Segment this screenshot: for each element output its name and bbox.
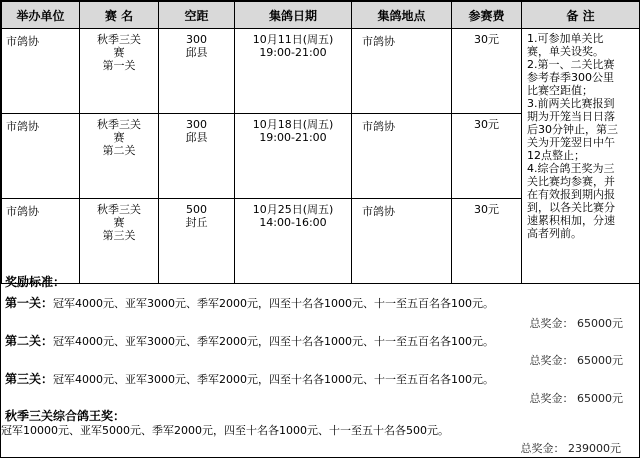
stage-reward-line <box>5 294 494 311</box>
overall-total: 总奖金： 239000元 <box>520 442 621 455</box>
race-name-cell <box>80 114 159 199</box>
distance-value: 300 <box>186 118 207 131</box>
note-line: 2.第一、二关比赛 <box>527 58 615 71</box>
distance-cell <box>159 114 235 199</box>
place-cell: 市鸽协 <box>352 114 452 199</box>
stage-total: 总奖金： 65000元 <box>529 392 623 405</box>
note-line: 12点整止； <box>527 149 585 162</box>
host-cell: 市鸽协 <box>2 114 80 199</box>
race-name-line: 第二关 <box>102 144 136 157</box>
race-name-line: 赛 <box>113 216 125 229</box>
fee-cell: 30元 <box>452 114 522 199</box>
note-line: 比赛空距值； <box>527 84 593 97</box>
note-line: 期为开笼当日日落 <box>527 110 615 123</box>
stage-reward-text: 冠军4000元、亚军3000元、季军2000元，四至十名各1000元、十一至五百名各100元。 <box>53 297 494 310</box>
distance-cell <box>159 29 235 114</box>
distance-location: 邱县 <box>185 46 208 59</box>
table-header-row <box>2 2 640 29</box>
stage-label: 第三关： <box>5 372 54 386</box>
host-cell: 市鸽协 <box>2 199 80 284</box>
note-line: 4.综合鸽王奖为三 <box>527 162 615 175</box>
note-line: 速累积相加，分速 <box>527 214 615 227</box>
header-place: 集鸽地点 <box>352 2 452 29</box>
date-time: 14:00-16:00 <box>259 216 327 229</box>
date-time: 19:00-21:00 <box>259 46 327 59</box>
race-name-line: 秋季三关 <box>97 33 141 46</box>
stage-label: 第二关： <box>5 334 54 348</box>
header-fee: 参赛费 <box>452 2 522 29</box>
stage-label: 第一关： <box>5 296 54 310</box>
date-cell <box>235 199 352 284</box>
note-line: 高者列前。 <box>527 227 582 240</box>
header-host: 举办单位 <box>2 2 80 29</box>
note-line: 参考春季300公里 <box>527 71 614 84</box>
header-distance: 空距 <box>159 2 235 29</box>
date-cell <box>235 29 352 114</box>
date-time: 19:00-21:00 <box>259 131 327 144</box>
note-line: 3.前两关比赛报到 <box>527 97 615 110</box>
overall-title: 秋季三关综合鸽王奖： <box>5 409 126 423</box>
stage-total: 总奖金： 65000元 <box>529 317 623 330</box>
note-line: 关为开笼翌日中午 <box>527 136 615 149</box>
note-line: 赛，单关设奖。 <box>527 45 604 58</box>
notes-cell <box>522 29 640 284</box>
header-notes: 备 注 <box>522 2 640 29</box>
place-cell: 市鸽协 <box>352 199 452 284</box>
stage-reward-text: 冠军4000元、亚军3000元、季军2000元，四至十名各1000元、十一至五百名各100元。 <box>53 335 494 348</box>
note-line: 1.可参加单关比 <box>527 32 604 45</box>
race-schedule-table <box>1 1 640 284</box>
race-name-line: 秋季三关 <box>97 118 141 131</box>
stage-reward-line <box>5 332 494 349</box>
host-cell: 市鸽协 <box>2 29 80 114</box>
distance-location: 邱县 <box>185 131 208 144</box>
stage-reward-line <box>5 370 494 387</box>
stage-reward-text: 冠军4000元、亚军3000元、季军2000元，四至十名各1000元、十一至五百名各100元。 <box>53 373 494 386</box>
race-name-line: 第一关 <box>102 59 136 72</box>
race-name-line: 第三关 <box>102 229 136 242</box>
rewards-title: 奖励标准： <box>5 275 66 289</box>
header-date: 集鸽日期 <box>235 2 352 29</box>
header-race-name: 赛 名 <box>80 2 159 29</box>
race-name-line: 秋季三关 <box>97 203 141 216</box>
date-day: 10月11日(周五) <box>252 33 334 46</box>
race-name-line: 赛 <box>113 46 125 59</box>
fee-cell: 30元 <box>452 29 522 114</box>
stage-total: 总奖金： 65000元 <box>529 354 623 367</box>
date-day: 10月25日(周五) <box>252 203 334 216</box>
note-line: 关比赛均参赛，并 <box>527 175 615 188</box>
race-name-cell <box>80 29 159 114</box>
fee-cell: 30元 <box>452 199 522 284</box>
distance-value: 500 <box>186 203 207 216</box>
distance-cell <box>159 199 235 284</box>
place-cell: 市鸽协 <box>352 29 452 114</box>
date-cell <box>235 114 352 199</box>
table-row <box>2 29 640 114</box>
overall-reward-text: 冠军10000元、亚军5000元、季军2000元，四至十名各1000元、十一至五十名各500元。 <box>1 424 449 437</box>
race-name-cell <box>80 199 159 284</box>
date-day: 10月18日(周五) <box>252 118 334 131</box>
distance-value: 300 <box>186 33 207 46</box>
note-line: 到，以各关比赛分 <box>527 201 615 214</box>
race-name-line: 赛 <box>113 131 125 144</box>
note-line: 在有效报到期内报 <box>527 188 615 201</box>
note-line: 后30分钟止，第三 <box>527 123 618 136</box>
distance-location: 封丘 <box>185 216 208 229</box>
